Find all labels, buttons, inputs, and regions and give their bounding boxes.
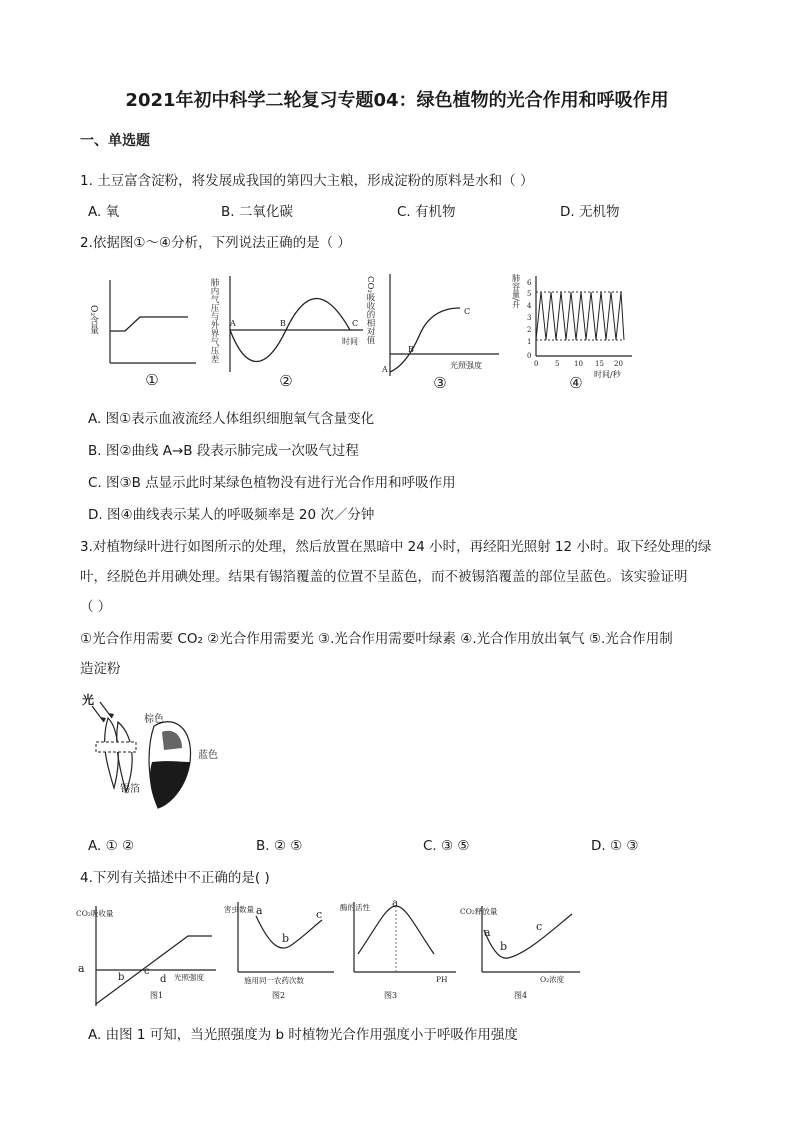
f3-point-b: B	[408, 345, 414, 354]
f4-xtick-15: 15	[595, 360, 604, 368]
q2-figure-3	[364, 268, 504, 393]
g2-point-c: c	[316, 908, 323, 921]
g4-curve	[484, 914, 572, 958]
q1-option-a[interactable]: A. 氧	[88, 204, 120, 220]
q1-option-c[interactable]: C. 有机物	[397, 204, 456, 220]
question-3-statements-line-1: ①光合作用需要 CO₂ ②光合作用需要光 ③.光合作用需要叶绿素 ④.光合作用放出氧气 ⑤.光合作用制	[80, 631, 673, 647]
g1-point-b: b	[118, 972, 125, 983]
q3-option-b[interactable]: B. ② ⑤	[256, 838, 303, 854]
question-3-stem-line-1: 3.对植物绿叶进行如图所示的处理，然后放置在黑暗中 24 小时，再经阳光照射 12 小时。取下经处理的绿	[80, 539, 712, 555]
g3-y-label: 酶的活性	[340, 903, 370, 912]
f2-point-b: B	[280, 319, 286, 328]
f4-ytick-1: 1	[527, 338, 532, 346]
g2-point-b: b	[282, 932, 290, 945]
g2-caption: 图2	[272, 991, 286, 1000]
foil-strip	[96, 742, 136, 752]
f3-y-label: CO₂吸收的相对值	[365, 276, 375, 344]
f4-ytick-6: 6	[527, 279, 532, 287]
foil-label: 锡箔	[120, 784, 140, 795]
f1-curve	[110, 317, 188, 331]
q4-figure-4	[460, 902, 584, 1002]
g1-point-c: c	[144, 966, 150, 977]
g2-point-a: a	[256, 904, 263, 917]
q2-option-b[interactable]: B. 图②曲线 A→B 段表示肺完成一次吸气过程	[88, 443, 359, 459]
f3-x-label: 光照强度	[450, 361, 482, 370]
f3-point-a: A	[382, 365, 388, 374]
g4-x-label: O₂浓度	[540, 975, 565, 984]
f2-x-label: 时间	[342, 337, 358, 346]
f4-xtick-20: 20	[614, 360, 623, 368]
g1-caption: 图1	[150, 991, 164, 1000]
q2-figure-1	[88, 275, 202, 390]
f3-point-c: C	[464, 307, 471, 316]
q1-option-b[interactable]: B. 二氧化碳	[221, 204, 293, 220]
f4-ytick-0: 0	[527, 352, 532, 360]
f2-point-c: C	[352, 319, 359, 328]
g1-point-a: a	[78, 962, 85, 975]
q3-option-d[interactable]: D. ① ③	[591, 838, 639, 854]
q4-figure-3	[340, 898, 460, 1002]
f4-x-label: 时间/秒	[594, 370, 621, 379]
question-3-statements-line-2: 造淀粉	[80, 661, 121, 677]
question-1-stem: 1. 土豆富含淀粉，将发展成我国的第四大主粮，形成淀粉的原料是水和（ ）	[80, 173, 534, 189]
g4-caption: 图4	[514, 991, 528, 1000]
g4-point-b: b	[500, 940, 508, 953]
f1-caption: ①	[145, 371, 159, 389]
f4-ytick-2: 2	[527, 326, 532, 334]
g3-caption: 图3	[384, 991, 398, 1000]
g4-y-label: CO₂释放量	[460, 907, 498, 916]
f2-point-a: A	[230, 319, 236, 328]
f4-ytick-3: 3	[527, 314, 532, 322]
f4-caption: ④	[569, 374, 583, 392]
g3-point-a: a	[392, 898, 398, 909]
g1-y-label: CO₂吸收量	[76, 909, 114, 918]
f2-caption: ②	[279, 372, 293, 390]
q2-figure-4	[511, 266, 640, 394]
g3-x-label: PH	[436, 975, 448, 984]
brown-label: 棕色	[144, 714, 164, 725]
f4-ytick-4: 4	[527, 302, 532, 310]
f4-xtick-5: 5	[555, 360, 560, 368]
q4-figure-2	[226, 898, 338, 1002]
f2-y-label: 肺内气压与外界气压差	[209, 278, 219, 363]
g4-point-a: a	[484, 926, 491, 939]
f4-y-label: 肺容量/升	[511, 274, 521, 309]
f4-xtick-0: 0	[534, 360, 539, 368]
g1-x-label: 光照强度	[174, 973, 204, 982]
q3-option-a[interactable]: A. ① ②	[88, 838, 135, 854]
question-2-stem: 2.依据图①～④分析，下列说法正确的是（ ）	[80, 235, 351, 251]
g1-point-d: d	[160, 974, 167, 985]
q4-figure-1	[76, 902, 222, 1014]
g2-x-label: 施用同一农药次数	[244, 976, 304, 985]
q1-option-d[interactable]: D. 无机物	[560, 204, 620, 220]
q2-figure-2	[208, 272, 368, 392]
left-leaf	[105, 718, 119, 788]
page-title: 2021年初中科学二轮复习专题04：绿色植物的光合作用和呼吸作用	[125, 90, 669, 111]
f4-curve	[536, 292, 624, 340]
f1-y-label: O₂含量	[88, 305, 98, 334]
question-4-stem: 4.下列有关描述中不正确的是( )	[80, 870, 270, 886]
q3-option-c[interactable]: C. ③ ⑤	[423, 838, 470, 854]
q2-option-a[interactable]: A. 图①表示血液流经人体组织细胞氧气含量变化	[88, 411, 375, 427]
question-3-stem-line-2: 叶，经脱色并用碘处理。结果有锡箔覆盖的位置不呈蓝色，而不被锡箔覆盖的部位呈蓝色。该实验证明	[80, 569, 688, 585]
section-heading: 一、单选题	[80, 133, 150, 149]
light-label: 光	[82, 693, 95, 707]
q3-leaf-figure	[78, 688, 238, 818]
f4-ytick-5: 5	[527, 290, 532, 298]
question-3-stem-line-3: （ ）	[80, 599, 112, 615]
middle-leaf	[117, 722, 132, 792]
f3-caption: ③	[433, 374, 447, 392]
q4-option-a[interactable]: A. 由图 1 可知，当光照强度为 b 时植物光合作用强度小于呼吸作用强度	[88, 1027, 518, 1043]
q2-option-d[interactable]: D. 图④曲线表示某人的呼吸频率是 20 次／分钟	[88, 507, 375, 523]
q2-option-c[interactable]: C. 图③B 点显示此时某绿色植物没有进行光合作用和呼吸作用	[88, 475, 456, 491]
g2-y-label: 害虫数量	[224, 905, 254, 914]
blue-label: 蓝色	[198, 750, 218, 761]
g4-point-c: c	[536, 920, 543, 933]
f4-xtick-10: 10	[574, 360, 583, 368]
